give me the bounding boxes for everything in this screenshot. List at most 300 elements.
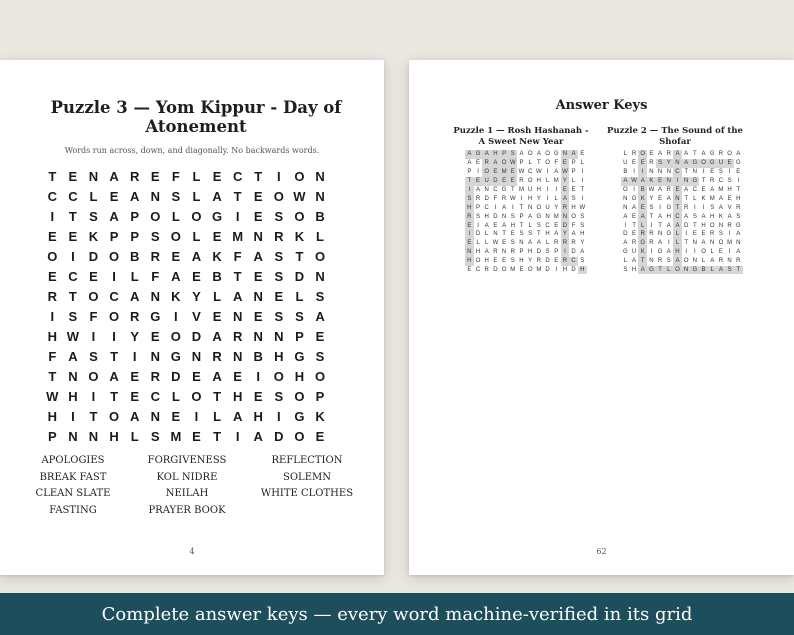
answer-letter: B xyxy=(638,186,647,195)
answer-letter: S xyxy=(580,258,585,265)
grid-letter: D xyxy=(294,268,305,284)
answer-letter: M xyxy=(501,169,507,176)
puzzle-instructions: Words run across, down, and diagonally. No backwards words. xyxy=(64,146,320,155)
grid-letter: E xyxy=(192,368,201,384)
word-list xyxy=(14,453,372,518)
answer-letter: R xyxy=(501,195,507,202)
answer-letter: A xyxy=(638,177,647,186)
grid-letter: R xyxy=(212,348,222,364)
grid-letter: K xyxy=(212,248,222,264)
answer-letter: N xyxy=(666,169,671,176)
grid-letter: T xyxy=(213,428,222,444)
answer-letter: H xyxy=(580,231,585,238)
answer-letter: O xyxy=(718,240,724,247)
answer-letter: L xyxy=(664,266,673,275)
answer-letter: T xyxy=(684,195,688,202)
answer-letter: E xyxy=(571,187,576,193)
grid-letter: O xyxy=(273,188,284,204)
answer-letter: U xyxy=(482,177,491,186)
answer-letter: I xyxy=(650,249,653,256)
grid-letter: G xyxy=(294,408,305,424)
grid-letter: G xyxy=(294,348,305,364)
answer-letter: R xyxy=(683,204,689,211)
word-list-item: KOL NIDRE xyxy=(156,471,218,483)
answer-letter: H xyxy=(545,231,550,238)
grid-letter: L xyxy=(192,168,201,184)
grid-letter: E xyxy=(130,388,139,404)
answer-letter: K xyxy=(718,213,723,220)
answer-letter: S xyxy=(718,169,723,176)
answer-letter: I xyxy=(737,178,740,185)
grid-letter: H xyxy=(253,408,263,424)
answer-letter: E xyxy=(510,231,515,238)
answer-letter: A xyxy=(467,160,472,167)
grid-letter: A xyxy=(212,188,222,204)
puzzle2-answer-title: Puzzle 2 — The Sound of the Shofar xyxy=(607,126,743,147)
grid-letter: A xyxy=(253,248,263,264)
answer-letter: L xyxy=(638,221,647,230)
answer-letter: H xyxy=(727,187,732,193)
answer-letter: Y xyxy=(664,159,673,168)
grid-letter: L xyxy=(171,388,180,404)
answer-letter: E xyxy=(658,195,663,202)
grid-letter: E xyxy=(192,268,201,284)
grid-letter: I xyxy=(91,328,96,344)
answer-letter: H xyxy=(510,222,515,229)
grid-letter: R xyxy=(232,328,243,344)
grid-letter: I xyxy=(235,208,240,224)
answer-letter: O xyxy=(527,267,533,274)
answer-letter: E xyxy=(467,267,472,274)
answer-letter: T xyxy=(658,222,662,229)
grid-letter: C xyxy=(109,288,119,304)
word-list-item: FORGIVENESS xyxy=(147,455,227,466)
grid-letter: P xyxy=(295,328,304,344)
answer-letter: R xyxy=(631,151,637,158)
answer-letter: A xyxy=(736,231,741,238)
answer-letter: H xyxy=(631,267,637,274)
answer-letter: A xyxy=(623,213,628,220)
answer-letter: S xyxy=(736,213,741,220)
grid-letter: I xyxy=(112,268,116,284)
answer-letter: A xyxy=(623,240,628,247)
answer-letter: T xyxy=(580,187,585,193)
answer-letter: O xyxy=(571,213,576,220)
answer-letter: D xyxy=(683,222,689,229)
answer-letter: A xyxy=(482,150,491,159)
grid-letter: M xyxy=(170,428,182,444)
answer-letter: U xyxy=(717,159,726,168)
answer-letter: N xyxy=(657,169,663,176)
answer-letter: E xyxy=(508,177,517,186)
grid-letter: E xyxy=(253,308,263,324)
answer-letter: E xyxy=(632,160,637,167)
grid-letter: E xyxy=(150,328,160,344)
answer-letter: A xyxy=(569,150,578,159)
grid-letter: I xyxy=(174,308,178,324)
grid-letter: P xyxy=(47,428,57,444)
answer-letter: O xyxy=(623,187,628,193)
grid-letter: L xyxy=(89,188,98,204)
answer-letter: T xyxy=(519,204,524,211)
grid-letter: E xyxy=(253,268,263,284)
grid-letter: E xyxy=(130,368,139,384)
answer-letter: T xyxy=(684,240,688,247)
answer-letter: T xyxy=(510,187,515,193)
answer-letter: C xyxy=(673,212,682,221)
answer-letter: I xyxy=(694,249,696,256)
answer-letter: U xyxy=(545,204,550,211)
answer-letter: N xyxy=(736,240,741,247)
answer-letter: I xyxy=(477,222,479,229)
grid-letter: E xyxy=(253,388,263,404)
answer-letter: T xyxy=(684,169,688,176)
answer-letter: N xyxy=(465,248,474,257)
answer-letter: L xyxy=(528,160,532,167)
grid-letter: L xyxy=(316,228,324,244)
answer-letter: R xyxy=(657,258,663,265)
answer-letter: R xyxy=(666,151,671,158)
answer-letter: H xyxy=(475,249,481,256)
grid-letter: I xyxy=(235,428,240,444)
answer-letter: K xyxy=(701,195,706,202)
grid-letter: A xyxy=(232,408,243,424)
answer-letter: D xyxy=(536,249,542,256)
answer-letter: T xyxy=(465,177,474,186)
answer-letter: N xyxy=(692,258,698,265)
answer-letter: T xyxy=(537,231,541,238)
answer-letter: N xyxy=(501,249,507,256)
answer-letter: N xyxy=(692,240,698,247)
grid-letter: A xyxy=(109,368,119,384)
answer-letter: H xyxy=(536,178,542,185)
answer-letter: A xyxy=(621,177,630,186)
grid-letter: I xyxy=(50,308,55,324)
grid-letter: Y xyxy=(130,328,139,344)
answer-letter: A xyxy=(632,204,637,211)
answer-letter: O xyxy=(545,160,550,167)
answer-letter: E xyxy=(725,159,734,168)
grid-letter: N xyxy=(88,168,99,184)
grid-letter: F xyxy=(89,308,98,324)
answer-letter: D xyxy=(491,177,500,186)
grid-letter: L xyxy=(213,408,222,424)
grid-letter: E xyxy=(274,288,284,304)
answer-letter: E xyxy=(638,159,647,168)
answer-letter: A xyxy=(528,240,533,247)
grid-letter: N xyxy=(274,328,284,344)
answer-letter: I xyxy=(581,178,584,185)
answer-letter: W xyxy=(562,169,568,176)
grid-letter: S xyxy=(68,308,78,324)
answer-letter: O xyxy=(709,222,715,229)
answer-letter: P xyxy=(476,204,481,211)
answer-letter: P xyxy=(571,169,576,176)
answer-letter: T xyxy=(656,266,665,275)
answer-letter: R xyxy=(475,195,481,202)
grid-letter: L xyxy=(171,208,180,224)
answer-letter: E xyxy=(476,160,481,167)
answer-letter: E xyxy=(493,222,498,229)
answer-letter: F xyxy=(554,160,559,167)
grid-letter: R xyxy=(47,288,57,304)
grid-letter: R xyxy=(129,168,140,184)
answer-letter: P xyxy=(571,160,576,167)
answer-letter: A xyxy=(736,249,741,256)
answer-letter: R xyxy=(482,159,491,168)
grid-letter: N xyxy=(253,328,263,344)
grid-letter: O xyxy=(273,368,284,384)
answer-letter: E xyxy=(710,169,715,176)
answer-letter: I xyxy=(659,204,661,211)
answer-letter: A xyxy=(682,159,691,168)
answer-letter: W xyxy=(579,204,586,211)
grid-letter: W xyxy=(46,388,59,404)
answer-letter: C xyxy=(569,257,578,266)
answer-letter: L xyxy=(485,240,489,247)
answer-letter: N xyxy=(673,194,682,203)
answer-letter: E xyxy=(701,187,706,193)
answer-letter: R xyxy=(631,240,637,247)
answer-letter: C xyxy=(493,187,498,193)
answer-letter: A xyxy=(710,258,715,265)
answer-letter: D xyxy=(545,267,550,274)
grid-letter: N xyxy=(315,268,325,284)
grid-letter: I xyxy=(277,168,281,184)
grid-letter: E xyxy=(315,328,325,344)
answer-letter: D xyxy=(561,221,570,230)
answer-letter: A xyxy=(666,249,671,256)
answer-letter: I xyxy=(685,231,687,238)
answer-letter: H xyxy=(666,213,671,220)
grid-letter: A xyxy=(212,368,222,384)
grid-letter: W xyxy=(66,328,80,344)
answer-letter: S xyxy=(510,213,515,220)
word-list-item: CLEAN SLATE xyxy=(35,488,111,499)
answer-letter: Y xyxy=(580,240,585,247)
grid-letter: K xyxy=(294,228,305,244)
answer-letter: K xyxy=(647,177,656,186)
word-list-item: PRAYER BOOK xyxy=(148,504,226,516)
grid-letter: C xyxy=(68,188,78,204)
grid-letter: S xyxy=(274,388,284,404)
grid-letter: R xyxy=(129,308,140,324)
answer-letter: S xyxy=(649,204,654,211)
grid-letter: O xyxy=(294,208,305,224)
answer-letter: H xyxy=(527,195,533,202)
answer-letter: L xyxy=(485,231,489,238)
grid-letter: T xyxy=(295,248,304,264)
answer-letter: H xyxy=(536,187,542,193)
grid-letter: R xyxy=(150,248,160,264)
grid-letter: C xyxy=(68,268,78,284)
answer-letter: U xyxy=(527,187,533,193)
grid-letter: B xyxy=(315,208,325,224)
answer-letter: D xyxy=(545,258,550,265)
grid-letter: O xyxy=(150,208,161,224)
answer-letter: P xyxy=(519,160,524,167)
grid-letter: E xyxy=(68,228,78,244)
grid-letter: D xyxy=(274,428,284,444)
grid-letter: I xyxy=(277,408,281,424)
grid-letter: R xyxy=(150,368,160,384)
grid-letter: L xyxy=(213,288,222,304)
answer-letter: A xyxy=(465,150,474,159)
answer-letter: I xyxy=(555,267,558,274)
answer-letter: N xyxy=(673,159,682,168)
answer-letter: I xyxy=(561,248,570,257)
answer-letter: P xyxy=(467,169,472,176)
answer-letter: O xyxy=(683,258,689,265)
grid-letter: O xyxy=(294,388,305,404)
answer-letter: L xyxy=(673,239,682,248)
answer-letter: R xyxy=(718,258,724,265)
grid-letter: C xyxy=(232,168,243,184)
answer-letter: P xyxy=(519,249,524,256)
answer-letter: L xyxy=(554,195,558,202)
grid-letter: E xyxy=(171,248,181,264)
grid-letter: O xyxy=(109,248,120,264)
answer-letter: S xyxy=(536,222,541,229)
grid-letter: O xyxy=(88,288,99,304)
grid-letter: A xyxy=(68,348,78,364)
grid-letter: N xyxy=(253,228,263,244)
grid-letter: H xyxy=(68,388,78,404)
grid-letter: S xyxy=(295,308,304,324)
answer-letter: U xyxy=(631,249,637,256)
answer-letter: W xyxy=(492,240,499,247)
answer-letter: L xyxy=(528,222,532,229)
answer-letter: E xyxy=(727,195,732,202)
answer-letter: H xyxy=(465,203,474,212)
grid-letter: W xyxy=(293,188,306,204)
grid-letter: N xyxy=(68,428,78,444)
answer-letter: S xyxy=(656,159,665,168)
answer-letter: L xyxy=(710,249,714,256)
answer-letter: N xyxy=(657,231,663,238)
grid-letter: E xyxy=(47,228,57,244)
answer-letter: R xyxy=(561,239,570,248)
grid-letter: S xyxy=(150,428,160,444)
grid-letter: I xyxy=(71,408,75,424)
answer-letter: I xyxy=(624,222,627,229)
grid-letter: A xyxy=(212,328,222,344)
answer-letter: T xyxy=(519,222,524,229)
answer-letter: A xyxy=(476,187,481,193)
answer-letter: N xyxy=(493,231,498,238)
grid-letter: I xyxy=(256,368,261,384)
answer-letter: E xyxy=(554,222,559,229)
answer-letter: L xyxy=(545,178,550,185)
answer-letter: L xyxy=(571,178,576,185)
grid-letter: T xyxy=(110,348,119,364)
grid-letter: P xyxy=(315,388,325,404)
answer-letter: E xyxy=(673,186,682,195)
answer-letter: A xyxy=(701,151,706,158)
grid-letter: O xyxy=(294,168,305,184)
answer-letter: W xyxy=(518,169,525,176)
answer-letter: R xyxy=(710,178,715,185)
answer-letter: I xyxy=(728,249,731,256)
grid-letter: O xyxy=(191,388,202,404)
answer-letter: G xyxy=(691,177,700,186)
answer-letter: A xyxy=(638,212,647,221)
grid-letter: M xyxy=(232,228,244,244)
grid-letter: H xyxy=(232,388,243,404)
answer-letter: N xyxy=(545,213,550,220)
answer-letter: A xyxy=(554,231,559,238)
answer-letter: O xyxy=(482,168,491,177)
grid-letter: F xyxy=(171,168,180,184)
answer-letter: S xyxy=(725,266,734,275)
grid-letter: A xyxy=(109,208,119,224)
word-list-item xyxy=(242,503,372,519)
answer-letter: H xyxy=(710,213,715,220)
answer-letter: L xyxy=(580,160,584,167)
grid-letter: G xyxy=(170,348,181,364)
grid-letter: G xyxy=(211,208,223,224)
answer-letter: S xyxy=(623,267,628,274)
answer-letter: A xyxy=(571,231,576,238)
caption-banner xyxy=(0,593,794,635)
answer-letter: I xyxy=(702,169,705,176)
answer-letter: S xyxy=(465,194,474,203)
answer-letter: T xyxy=(673,203,682,212)
answer-letter: G xyxy=(708,159,717,168)
answer-letter: Y xyxy=(528,258,533,265)
answer-letter: A xyxy=(701,213,706,220)
grid-letter: A xyxy=(109,168,119,184)
answer-letter: E xyxy=(554,258,559,265)
grid-letter: T xyxy=(48,168,57,184)
answer-letter: N xyxy=(623,195,628,202)
answer-letter: N xyxy=(527,204,533,211)
answer-letter: T xyxy=(632,222,636,229)
answer-letter: E xyxy=(491,168,500,177)
answer-letter: C xyxy=(673,168,682,177)
grid-letter: Y xyxy=(192,288,201,304)
answer-letter: A xyxy=(658,151,663,158)
grid-letter: O xyxy=(88,368,99,384)
answer-letter: I xyxy=(633,187,635,193)
grid-letter: L xyxy=(192,188,201,204)
answer-letter: A xyxy=(710,187,715,193)
answer-letter: A xyxy=(638,266,647,275)
answer-letter: I xyxy=(520,195,523,202)
answer-letter: S xyxy=(718,231,723,238)
answer-letter: A xyxy=(519,151,524,158)
answer-letter: H xyxy=(562,267,568,274)
grid-letter: B xyxy=(212,268,222,284)
answer-letter: E xyxy=(502,240,507,247)
answer-letter: E xyxy=(519,267,524,274)
answer-letter: A xyxy=(554,169,559,176)
answer-letter: I xyxy=(633,169,635,176)
answer-letter: N xyxy=(561,212,570,221)
grid-letter: D xyxy=(88,248,99,264)
answer-letter: R xyxy=(736,258,741,265)
grid-letter: O xyxy=(314,248,326,264)
answer-letter: Y xyxy=(536,195,541,202)
grid-letter: T xyxy=(89,408,98,424)
answer-letter: H xyxy=(571,204,576,211)
answer-letter: N xyxy=(501,213,507,220)
grid-letter: O xyxy=(47,248,58,264)
answer-letter: N xyxy=(649,169,654,176)
answer-letter: D xyxy=(623,231,628,238)
answer-letter: I xyxy=(728,169,731,176)
answer-letter: M xyxy=(709,195,715,202)
